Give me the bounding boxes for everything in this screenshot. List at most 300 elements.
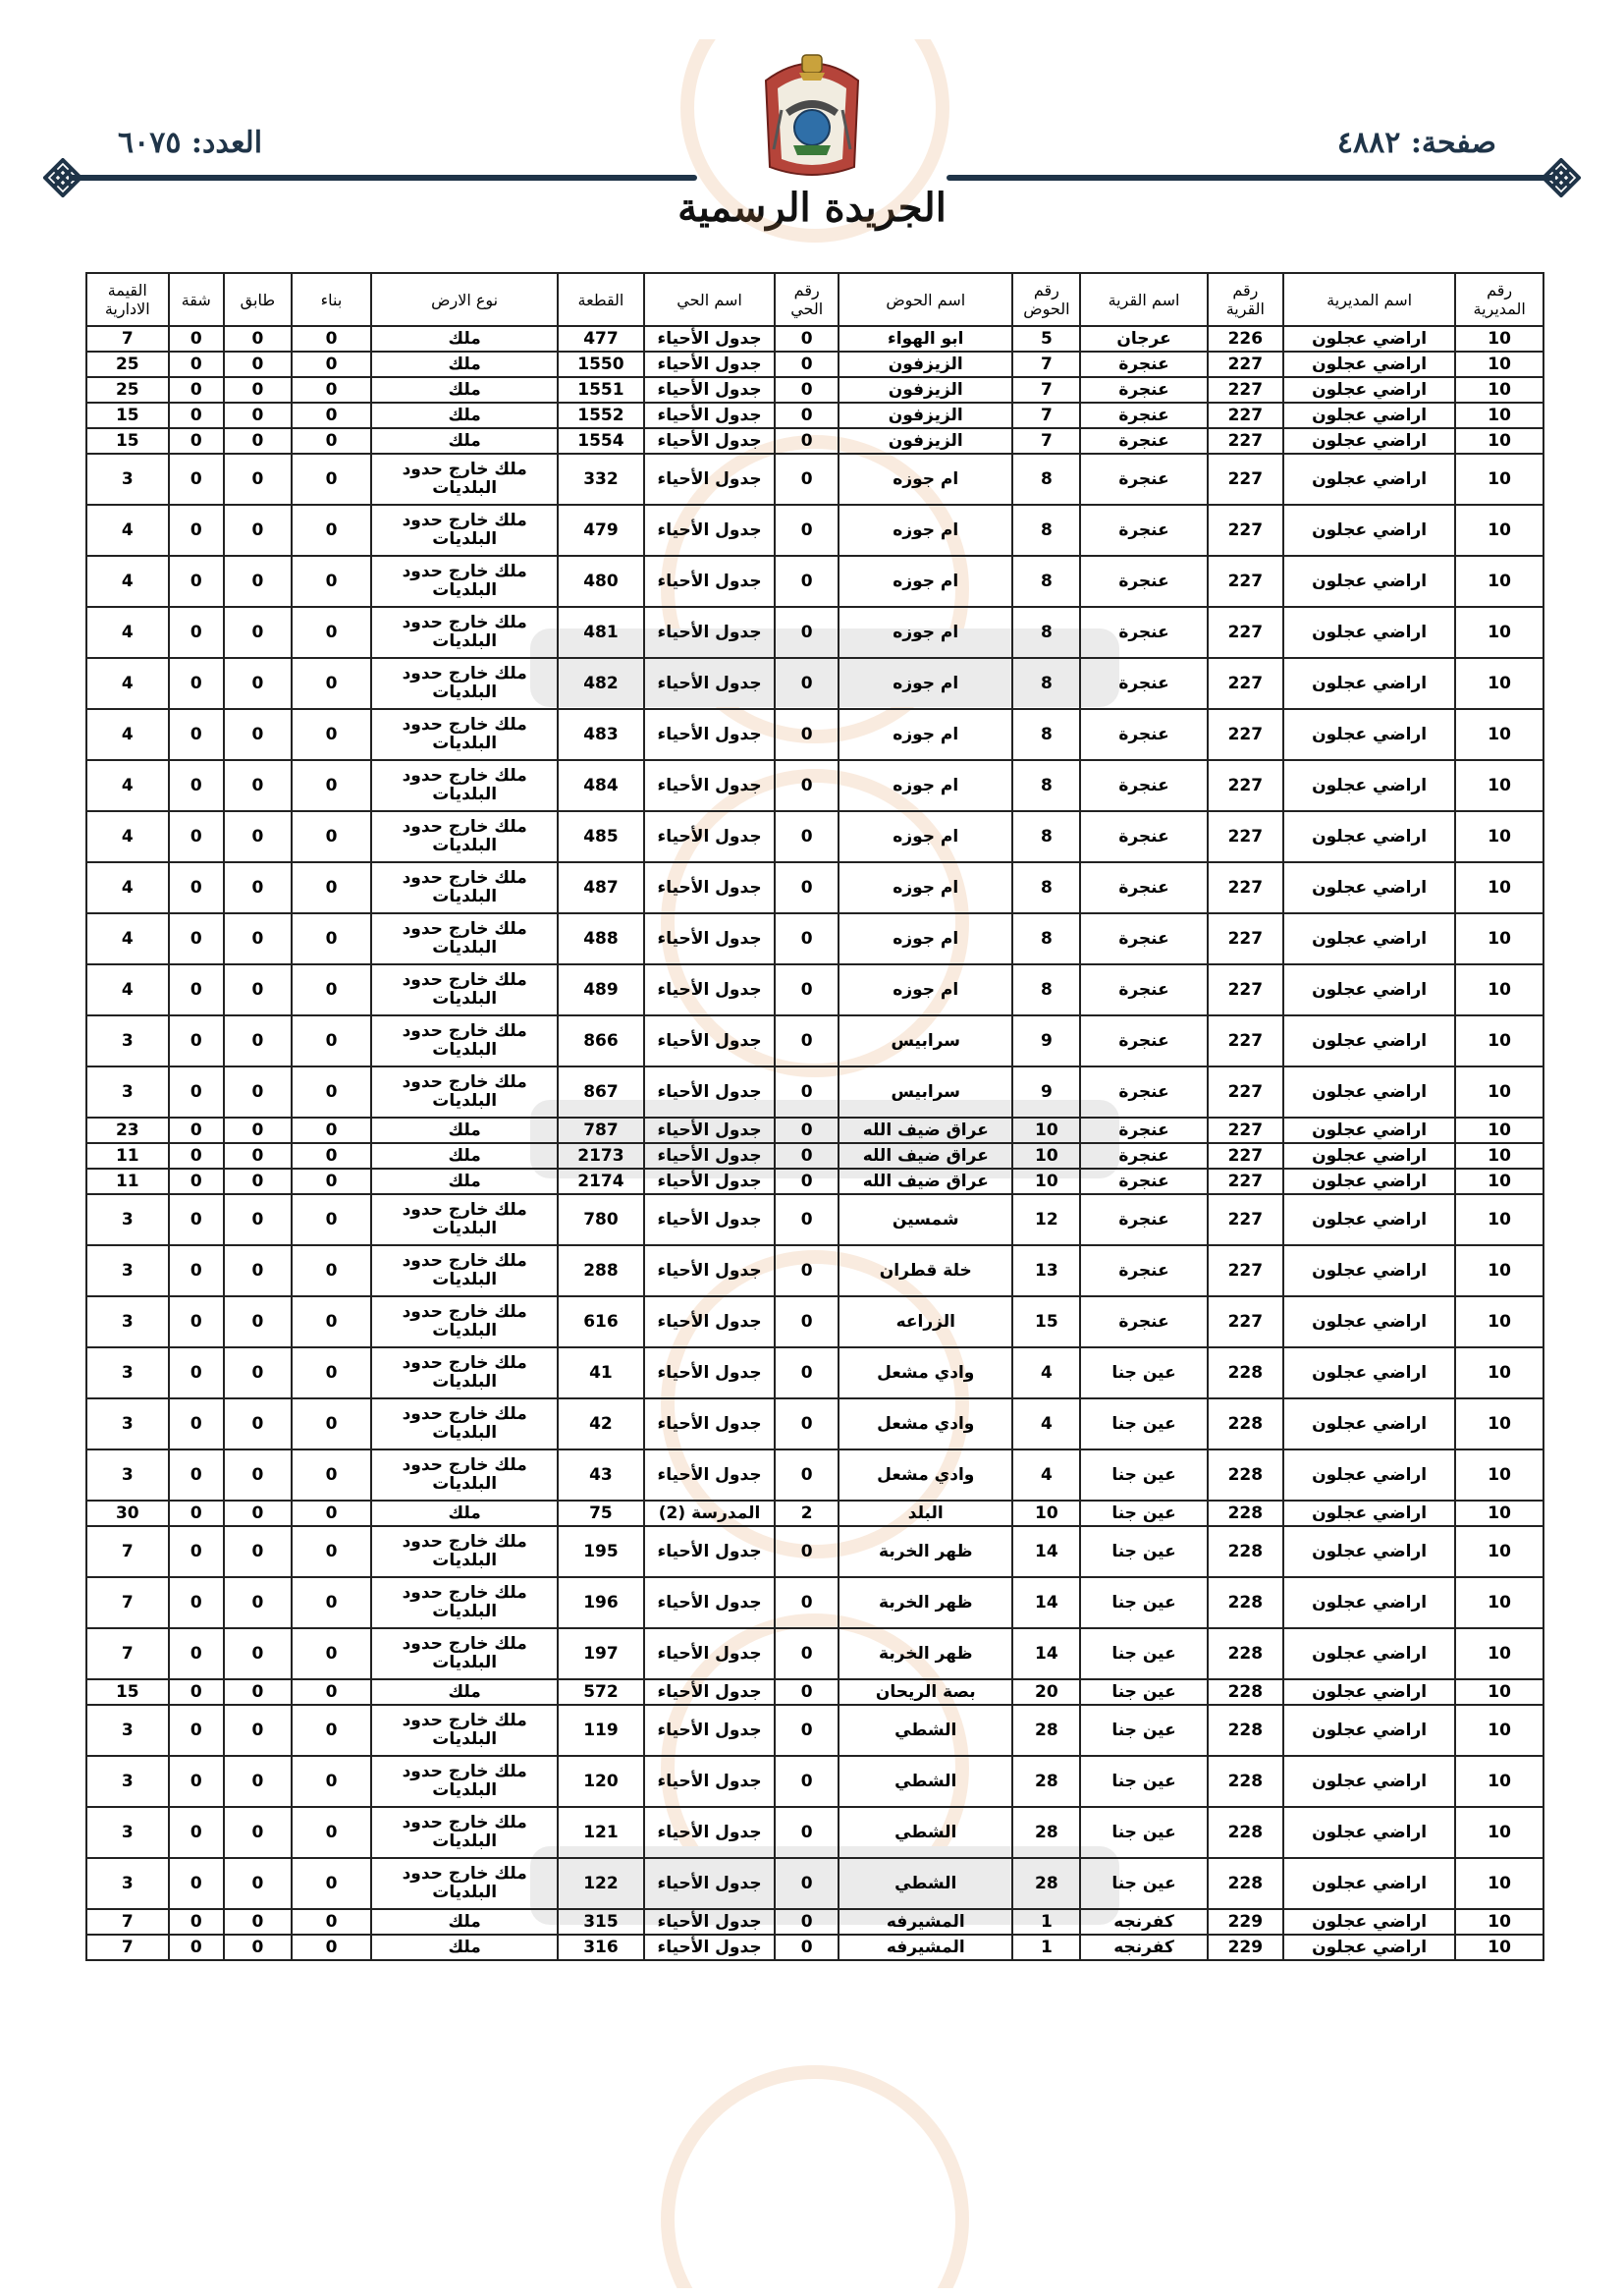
cell-basin-no: 8	[1012, 811, 1080, 862]
cell-basin-no: 12	[1012, 1194, 1080, 1245]
cell-admin-value: 7	[86, 326, 169, 352]
cell-basin-no: 8	[1012, 862, 1080, 913]
cell-basin-no: 4	[1012, 1449, 1080, 1501]
cell-village-no: 227	[1208, 709, 1283, 760]
cell-admin-value: 7	[86, 1909, 169, 1935]
cell-floor: 0	[224, 1066, 292, 1118]
cell-floor: 0	[224, 1756, 292, 1807]
cell-district-name: اراضي عجلون	[1283, 1118, 1455, 1143]
cell-neighborhood-name: جدول الأحياء	[644, 1066, 776, 1118]
cell-apartment: 0	[169, 607, 224, 658]
cell-village-name: عنجرة	[1080, 607, 1207, 658]
cell-district-name: اراضي عجلون	[1283, 709, 1455, 760]
cell-apartment: 0	[169, 1398, 224, 1449]
cell-floor: 0	[224, 964, 292, 1015]
cell-village-name: عين جنا	[1080, 1807, 1207, 1858]
cell-district-no: 10	[1455, 1118, 1543, 1143]
cell-building: 0	[292, 403, 371, 428]
table-row	[86, 1118, 1543, 1143]
cell-floor: 0	[224, 1577, 292, 1628]
cell-village-name: عنجرة	[1080, 454, 1207, 505]
cell-district-name: اراضي عجلون	[1283, 1526, 1455, 1577]
header-village-no: رقم القرية	[1208, 273, 1283, 326]
table-row	[86, 326, 1543, 352]
cell-village-name: عين جنا	[1080, 1705, 1207, 1756]
cell-neighborhood-name: جدول الأحياء	[644, 1858, 776, 1909]
cell-apartment: 0	[169, 1296, 224, 1347]
cell-apartment: 0	[169, 709, 224, 760]
header-basin-no: رقم الحوض	[1012, 273, 1080, 326]
cell-building: 0	[292, 326, 371, 352]
cell-neighborhood-name: جدول الأحياء	[644, 1169, 776, 1194]
cell-basin-no: 14	[1012, 1628, 1080, 1679]
issue-number: العدد: ٦٠٧٥	[118, 126, 263, 160]
cell-building: 0	[292, 1935, 371, 1960]
cell-parcel: 196	[558, 1577, 644, 1628]
cell-district-no: 10	[1455, 1858, 1543, 1909]
cell-village-name: عرجان	[1080, 326, 1207, 352]
cell-floor: 0	[224, 811, 292, 862]
cell-apartment: 0	[169, 1756, 224, 1807]
cell-floor: 0	[224, 1118, 292, 1143]
cell-village-name: كفرنجه	[1080, 1909, 1207, 1935]
cell-building: 0	[292, 428, 371, 454]
cell-village-no: 228	[1208, 1347, 1283, 1398]
cell-neighborhood-name: جدول الأحياء	[644, 403, 776, 428]
cell-district-no: 10	[1455, 760, 1543, 811]
cell-village-name: كفرنجه	[1080, 1935, 1207, 1960]
cell-floor: 0	[224, 377, 292, 403]
cell-basin-name: الشطي	[839, 1858, 1012, 1909]
cell-village-no: 228	[1208, 1628, 1283, 1679]
cell-admin-value: 7	[86, 1935, 169, 1960]
cell-land-type: ملك	[371, 403, 558, 428]
cell-neighborhood-no: 0	[775, 709, 839, 760]
table-row	[86, 428, 1543, 454]
cell-neighborhood-name: جدول الأحياء	[644, 913, 776, 964]
header-district-name: اسم المديرية	[1283, 273, 1455, 326]
cell-district-name: اراضي عجلون	[1283, 658, 1455, 709]
cell-apartment: 0	[169, 658, 224, 709]
cell-apartment: 0	[169, 352, 224, 377]
table-row	[86, 1015, 1543, 1066]
cell-neighborhood-name: جدول الأحياء	[644, 760, 776, 811]
cell-admin-value: 3	[86, 1807, 169, 1858]
cell-neighborhood-no: 0	[775, 862, 839, 913]
cell-neighborhood-name: جدول الأحياء	[644, 1526, 776, 1577]
cell-village-no: 227	[1208, 352, 1283, 377]
cell-village-no: 228	[1208, 1398, 1283, 1449]
cell-neighborhood-no: 0	[775, 1705, 839, 1756]
table-row	[86, 760, 1543, 811]
cell-basin-name: الزيزفون	[839, 352, 1012, 377]
cell-neighborhood-no: 0	[775, 1449, 839, 1501]
cell-village-name: عين جنا	[1080, 1577, 1207, 1628]
cell-neighborhood-name: جدول الأحياء	[644, 1194, 776, 1245]
cell-village-no: 228	[1208, 1705, 1283, 1756]
cell-land-type: ملك خارج حدود البلديات	[371, 1756, 558, 1807]
table-row	[86, 1398, 1543, 1449]
cell-neighborhood-no: 0	[775, 1066, 839, 1118]
cell-district-no: 10	[1455, 1169, 1543, 1194]
cell-floor: 0	[224, 607, 292, 658]
cell-floor: 0	[224, 556, 292, 607]
cell-neighborhood-name: جدول الأحياء	[644, 1118, 776, 1143]
cell-basin-name: شمسين	[839, 1194, 1012, 1245]
cell-village-no: 227	[1208, 862, 1283, 913]
table-row	[86, 1169, 1543, 1194]
cell-land-type: ملك	[371, 326, 558, 352]
cell-land-type: ملك	[371, 377, 558, 403]
cell-neighborhood-name: جدول الأحياء	[644, 556, 776, 607]
cell-neighborhood-no: 0	[775, 556, 839, 607]
cell-district-name: اراضي عجلون	[1283, 1705, 1455, 1756]
cell-basin-name: الشطي	[839, 1705, 1012, 1756]
cell-basin-no: 8	[1012, 964, 1080, 1015]
cell-neighborhood-no: 0	[775, 428, 839, 454]
cell-district-name: اراضي عجلون	[1283, 1909, 1455, 1935]
cell-neighborhood-no: 0	[775, 1577, 839, 1628]
cell-village-name: عنجرة	[1080, 1194, 1207, 1245]
cell-parcel: 121	[558, 1807, 644, 1858]
cell-neighborhood-name: جدول الأحياء	[644, 607, 776, 658]
cell-land-type: ملك خارج حدود البلديات	[371, 556, 558, 607]
cell-basin-name: الزيزفون	[839, 377, 1012, 403]
cell-basin-name: ام جوزه	[839, 505, 1012, 556]
cell-village-no: 227	[1208, 964, 1283, 1015]
cell-neighborhood-name: جدول الأحياء	[644, 1015, 776, 1066]
cell-village-no: 227	[1208, 1194, 1283, 1245]
cell-basin-name: سرابيس	[839, 1015, 1012, 1066]
cell-district-name: اراضي عجلون	[1283, 1015, 1455, 1066]
cell-district-name: اراضي عجلون	[1283, 1398, 1455, 1449]
cell-floor: 0	[224, 913, 292, 964]
cell-village-name: عنجرة	[1080, 1118, 1207, 1143]
cell-apartment: 0	[169, 1807, 224, 1858]
cell-basin-name: وادي مشعل	[839, 1449, 1012, 1501]
jordan-coat-of-arms-icon	[756, 51, 868, 179]
cell-admin-value: 3	[86, 1705, 169, 1756]
cell-building: 0	[292, 505, 371, 556]
cell-neighborhood-no: 0	[775, 1118, 839, 1143]
cell-basin-no: 1	[1012, 1935, 1080, 1960]
cell-apartment: 0	[169, 1628, 224, 1679]
cell-district-name: اراضي عجلون	[1283, 1169, 1455, 1194]
cell-floor: 0	[224, 862, 292, 913]
cell-land-type: ملك خارج حدود البلديات	[371, 1194, 558, 1245]
cell-building: 0	[292, 1347, 371, 1398]
cell-land-type: ملك خارج حدود البلديات	[371, 1347, 558, 1398]
cell-neighborhood-name: جدول الأحياء	[644, 1935, 776, 1960]
cell-district-no: 10	[1455, 1194, 1543, 1245]
cell-basin-name: المشيرفه	[839, 1909, 1012, 1935]
cell-district-no: 10	[1455, 377, 1543, 403]
cell-basin-no: 4	[1012, 1347, 1080, 1398]
cell-district-no: 10	[1455, 1935, 1543, 1960]
cell-neighborhood-name: جدول الأحياء	[644, 326, 776, 352]
cell-basin-no: 7	[1012, 428, 1080, 454]
cell-neighborhood-no: 0	[775, 1909, 839, 1935]
cell-district-name: اراضي عجلون	[1283, 1577, 1455, 1628]
cell-village-no: 227	[1208, 454, 1283, 505]
cell-land-type: ملك	[371, 1118, 558, 1143]
cell-village-no: 227	[1208, 556, 1283, 607]
cell-land-type: ملك خارج حدود البلديات	[371, 505, 558, 556]
header-rule-right	[947, 175, 1555, 181]
cell-district-name: اراضي عجلون	[1283, 556, 1455, 607]
cell-district-name: اراضي عجلون	[1283, 326, 1455, 352]
cell-basin-name: سرابيس	[839, 1066, 1012, 1118]
cell-building: 0	[292, 964, 371, 1015]
cell-land-type: ملك خارج حدود البلديات	[371, 1628, 558, 1679]
cell-district-name: اراضي عجلون	[1283, 607, 1455, 658]
cell-parcel: 2174	[558, 1169, 644, 1194]
cell-neighborhood-name: جدول الأحياء	[644, 1679, 776, 1705]
cell-district-no: 10	[1455, 811, 1543, 862]
cell-basin-name: ام جوزه	[839, 811, 1012, 862]
cell-floor: 0	[224, 1679, 292, 1705]
cell-basin-name: ظهر الخربة	[839, 1628, 1012, 1679]
cell-neighborhood-name: جدول الأحياء	[644, 709, 776, 760]
cell-apartment: 0	[169, 454, 224, 505]
cell-neighborhood-no: 0	[775, 1015, 839, 1066]
cell-village-no: 227	[1208, 1143, 1283, 1169]
cell-building: 0	[292, 658, 371, 709]
cell-district-name: اراضي عجلون	[1283, 454, 1455, 505]
header-parcel: القطعة	[558, 273, 644, 326]
cell-district-no: 10	[1455, 428, 1543, 454]
cell-district-name: اراضي عجلون	[1283, 1501, 1455, 1526]
cell-basin-no: 7	[1012, 377, 1080, 403]
cell-village-no: 227	[1208, 1015, 1283, 1066]
cell-land-type: ملك خارج حدود البلديات	[371, 1858, 558, 1909]
cell-apartment: 0	[169, 377, 224, 403]
cell-building: 0	[292, 1909, 371, 1935]
cell-apartment: 0	[169, 1705, 224, 1756]
cell-parcel: 477	[558, 326, 644, 352]
cell-neighborhood-no: 0	[775, 607, 839, 658]
cell-building: 0	[292, 454, 371, 505]
cell-apartment: 0	[169, 1909, 224, 1935]
header-rule-left	[69, 175, 697, 181]
cell-parcel: 195	[558, 1526, 644, 1577]
cell-parcel: 42	[558, 1398, 644, 1449]
cell-village-name: عين جنا	[1080, 1756, 1207, 1807]
cell-district-no: 10	[1455, 1015, 1543, 1066]
cell-land-type: ملك	[371, 352, 558, 377]
cell-neighborhood-no: 0	[775, 1398, 839, 1449]
cell-floor: 0	[224, 1909, 292, 1935]
cell-parcel: 75	[558, 1501, 644, 1526]
cell-neighborhood-no: 0	[775, 913, 839, 964]
cell-village-no: 228	[1208, 1449, 1283, 1501]
cell-district-no: 10	[1455, 1296, 1543, 1347]
cell-basin-no: 9	[1012, 1015, 1080, 1066]
table-row	[86, 556, 1543, 607]
cell-parcel: 488	[558, 913, 644, 964]
cell-village-name: عنجرة	[1080, 862, 1207, 913]
cell-district-name: اراضي عجلون	[1283, 1935, 1455, 1960]
cell-basin-name: ام جوزه	[839, 658, 1012, 709]
cell-admin-value: 4	[86, 658, 169, 709]
cell-admin-value: 7	[86, 1577, 169, 1628]
cell-village-name: عنجرة	[1080, 428, 1207, 454]
cell-district-name: اراضي عجلون	[1283, 760, 1455, 811]
cell-admin-value: 3	[86, 1245, 169, 1296]
cell-floor: 0	[224, 1143, 292, 1169]
cell-admin-value: 3	[86, 1066, 169, 1118]
cell-parcel: 480	[558, 556, 644, 607]
cell-admin-value: 7	[86, 1526, 169, 1577]
cell-building: 0	[292, 1577, 371, 1628]
cell-village-name: عنجرة	[1080, 1143, 1207, 1169]
cell-floor: 0	[224, 505, 292, 556]
cell-district-name: اراضي عجلون	[1283, 811, 1455, 862]
header-building: بناء	[292, 273, 371, 326]
cell-building: 0	[292, 1628, 371, 1679]
cell-basin-name: الزيزفون	[839, 428, 1012, 454]
cell-village-no: 226	[1208, 326, 1283, 352]
cell-land-type: ملك	[371, 1909, 558, 1935]
cell-land-type: ملك خارج حدود البلديات	[371, 1807, 558, 1858]
cell-floor: 0	[224, 1526, 292, 1577]
cell-basin-no: 14	[1012, 1526, 1080, 1577]
cell-parcel: 316	[558, 1935, 644, 1960]
cell-building: 0	[292, 760, 371, 811]
cell-parcel: 572	[558, 1679, 644, 1705]
cell-basin-name: عراق ضيف الله	[839, 1143, 1012, 1169]
cell-parcel: 1550	[558, 352, 644, 377]
cell-district-no: 10	[1455, 1398, 1543, 1449]
table-row	[86, 1194, 1543, 1245]
cell-apartment: 0	[169, 1501, 224, 1526]
cell-apartment: 0	[169, 1577, 224, 1628]
cell-village-no: 228	[1208, 1679, 1283, 1705]
page-header	[0, 0, 1624, 265]
cell-neighborhood-name: جدول الأحياء	[644, 811, 776, 862]
cell-village-name: عنجرة	[1080, 505, 1207, 556]
cell-basin-no: 8	[1012, 505, 1080, 556]
cell-village-name: عين جنا	[1080, 1449, 1207, 1501]
cell-district-no: 10	[1455, 505, 1543, 556]
cell-admin-value: 11	[86, 1143, 169, 1169]
cell-district-name: اراضي عجلون	[1283, 1143, 1455, 1169]
cell-parcel: 1554	[558, 428, 644, 454]
cell-neighborhood-name: جدول الأحياء	[644, 1398, 776, 1449]
cell-district-no: 10	[1455, 913, 1543, 964]
cell-village-name: عنجرة	[1080, 1245, 1207, 1296]
cell-village-no: 227	[1208, 811, 1283, 862]
cell-basin-name: ام جوزه	[839, 964, 1012, 1015]
page-title: الجريدة الرسمية	[677, 185, 947, 231]
cell-neighborhood-no: 0	[775, 964, 839, 1015]
cell-admin-value: 4	[86, 811, 169, 862]
cell-basin-name: المشيرفه	[839, 1935, 1012, 1960]
cell-village-name: عنجرة	[1080, 556, 1207, 607]
cell-land-type: ملك	[371, 1501, 558, 1526]
cell-admin-value: 25	[86, 377, 169, 403]
cell-district-name: اراضي عجلون	[1283, 1679, 1455, 1705]
cell-apartment: 0	[169, 1858, 224, 1909]
header-neighborhood-name: اسم الحي	[644, 273, 776, 326]
cell-village-no: 227	[1208, 505, 1283, 556]
cell-village-no: 227	[1208, 913, 1283, 964]
cell-building: 0	[292, 1066, 371, 1118]
cell-parcel: 780	[558, 1194, 644, 1245]
cell-basin-name: ام جوزه	[839, 862, 1012, 913]
cell-land-type: ملك خارج حدود البلديات	[371, 1015, 558, 1066]
cell-basin-name: عراق ضيف الله	[839, 1118, 1012, 1143]
cell-basin-name: بصة الريحان	[839, 1679, 1012, 1705]
cell-neighborhood-name: جدول الأحياء	[644, 1807, 776, 1858]
cell-neighborhood-no: 0	[775, 1347, 839, 1398]
cell-parcel: 1552	[558, 403, 644, 428]
cell-district-name: اراضي عجلون	[1283, 1296, 1455, 1347]
cell-parcel: 484	[558, 760, 644, 811]
table-row	[86, 1501, 1543, 1526]
cell-apartment: 0	[169, 326, 224, 352]
cell-village-no: 228	[1208, 1526, 1283, 1577]
cell-neighborhood-no: 2	[775, 1501, 839, 1526]
page-number: صفحة: ٤٨٨٢	[1336, 126, 1496, 160]
table-row	[86, 811, 1543, 862]
cell-basin-no: 7	[1012, 403, 1080, 428]
cell-floor: 0	[224, 1398, 292, 1449]
cell-basin-no: 10	[1012, 1143, 1080, 1169]
cell-village-no: 227	[1208, 1066, 1283, 1118]
cell-village-no: 227	[1208, 760, 1283, 811]
cell-parcel: 120	[558, 1756, 644, 1807]
cell-neighborhood-name: المدرسة (2)	[644, 1501, 776, 1526]
cell-building: 0	[292, 1143, 371, 1169]
cell-floor: 0	[224, 1015, 292, 1066]
cell-building: 0	[292, 1118, 371, 1143]
cell-floor: 0	[224, 1807, 292, 1858]
cell-village-name: عنجرة	[1080, 377, 1207, 403]
table-row	[86, 607, 1543, 658]
cell-basin-name: ام جوزه	[839, 607, 1012, 658]
cell-floor: 0	[224, 403, 292, 428]
cell-floor: 0	[224, 454, 292, 505]
cell-admin-value: 7	[86, 1628, 169, 1679]
cell-parcel: 119	[558, 1705, 644, 1756]
cell-admin-value: 3	[86, 1296, 169, 1347]
cell-district-no: 10	[1455, 1705, 1543, 1756]
cell-basin-no: 28	[1012, 1756, 1080, 1807]
cell-land-type: ملك خارج حدود البلديات	[371, 1577, 558, 1628]
cell-neighborhood-name: جدول الأحياء	[644, 352, 776, 377]
cell-neighborhood-name: جدول الأحياء	[644, 862, 776, 913]
cell-admin-value: 30	[86, 1501, 169, 1526]
cell-district-no: 10	[1455, 352, 1543, 377]
cell-apartment: 0	[169, 1118, 224, 1143]
cell-village-no: 227	[1208, 1169, 1283, 1194]
cell-village-no: 227	[1208, 1118, 1283, 1143]
cell-admin-value: 15	[86, 403, 169, 428]
cell-admin-value: 4	[86, 760, 169, 811]
cell-district-name: اراضي عجلون	[1283, 1756, 1455, 1807]
header-district-no: رقم المديرية	[1455, 273, 1543, 326]
cell-village-name: عين جنا	[1080, 1347, 1207, 1398]
cell-basin-no: 8	[1012, 556, 1080, 607]
cell-parcel: 485	[558, 811, 644, 862]
cell-village-name: عنجرة	[1080, 1296, 1207, 1347]
cell-admin-value: 15	[86, 428, 169, 454]
cell-village-name: عنجرة	[1080, 811, 1207, 862]
cell-neighborhood-no: 0	[775, 454, 839, 505]
cell-floor: 0	[224, 428, 292, 454]
cell-district-name: اراضي عجلون	[1283, 1066, 1455, 1118]
